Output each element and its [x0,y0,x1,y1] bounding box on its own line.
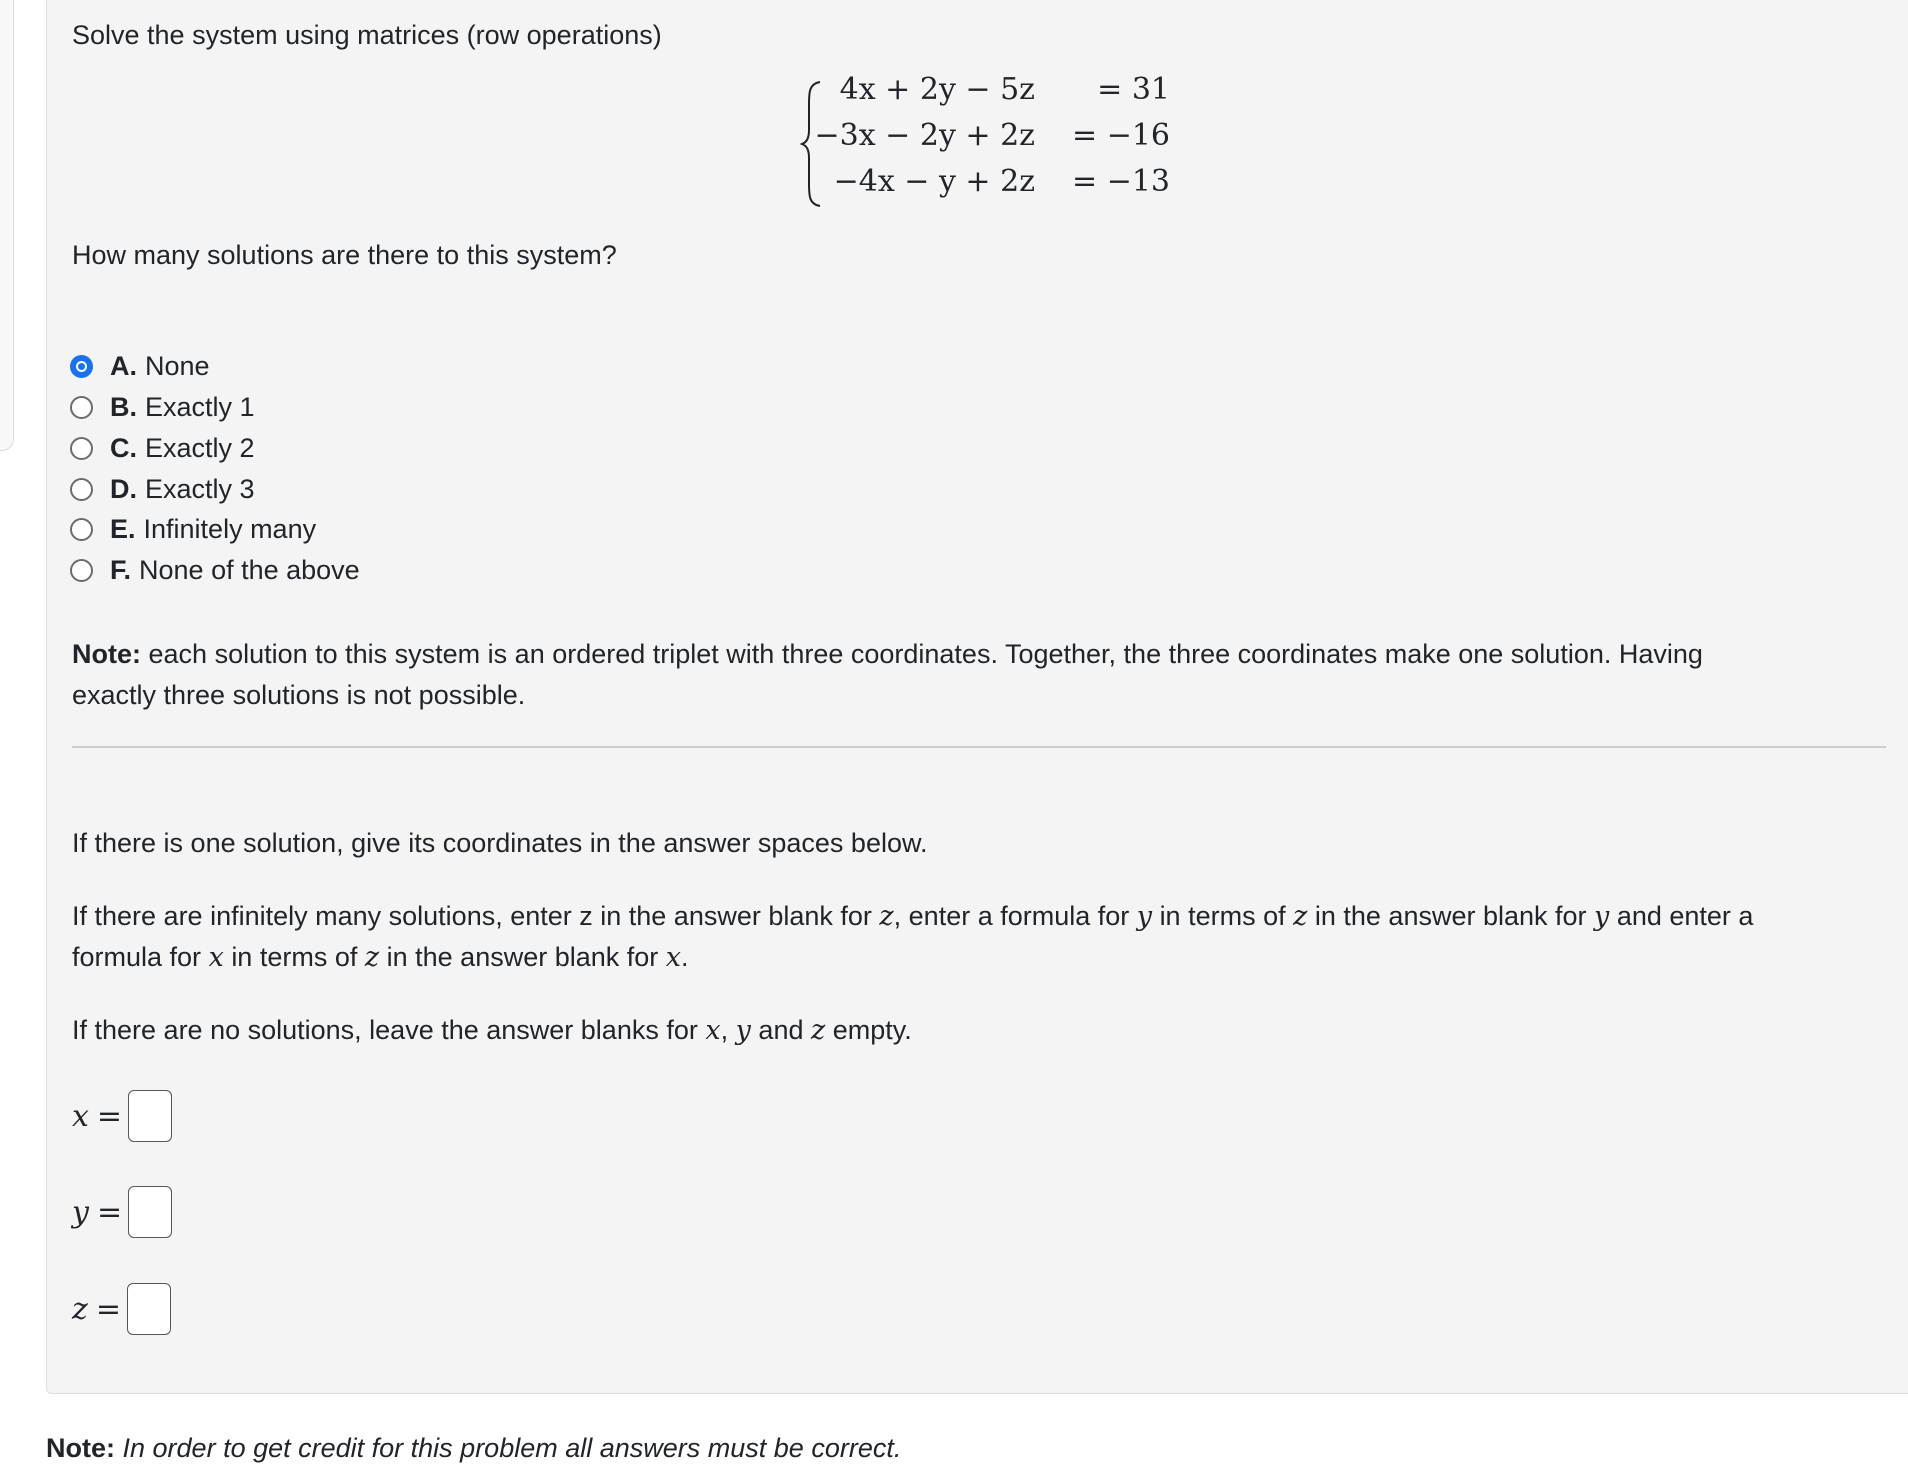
instr-inf-2b: in terms of [231,942,358,972]
problem-prompt: Solve the system using matrices (row operations) [72,20,662,50]
answer-z-label: z [72,1291,88,1327]
choice-f-label: None of the above [139,554,360,585]
note-text-1: each solution to this system is an ordered triplet with three coordinates. Together, the three coordinates make one solution. Having [148,639,1703,669]
note-label: Note: [72,639,141,669]
answer-row-z [72,1283,171,1335]
footer-note [46,1428,901,1469]
instr-inf-1c: in terms of [1159,901,1286,931]
choice-f[interactable] [70,551,360,589]
answer-row-x [72,1090,172,1142]
var-x: x [208,942,224,973]
choice-a[interactable] [70,347,210,385]
left-sidebar-edge [0,0,14,451]
choice-a-letter: A. [110,350,137,381]
var-y: y [1594,901,1610,932]
instr-inf-1a: If there are infinitely many solutions, enter z in the answer blank for [72,901,872,931]
choice-a-label: None [145,350,210,381]
choice-d-label: Exactly 3 [145,473,255,504]
instruction-one-solution: If there is one solution, give its coordinates in the answer spaces below. [72,828,928,858]
instr-inf-1d: in the answer blank for [1314,901,1587,931]
note-line-2: exactly three solutions is not possible. [72,680,526,710]
radio-d[interactable] [70,478,93,501]
radio-a[interactable] [70,355,93,378]
instruction-infinite-line-2 [72,937,689,978]
var-y: y [735,1015,751,1046]
radio-e[interactable] [70,518,93,541]
radio-b[interactable] [70,396,93,419]
answer-y-input[interactable] [128,1186,172,1238]
instr-none-c: empty. [832,1015,912,1045]
radio-c[interactable] [70,437,93,460]
var-z: z [364,942,380,973]
instr-none-b: and [758,1015,804,1045]
choice-b-label: Exactly 1 [145,391,255,422]
divider [72,746,1886,748]
choice-e-letter: E. [110,513,136,544]
choice-c-label: Exactly 2 [145,432,255,463]
var-z: z [1293,901,1308,932]
choice-c-letter: C. [110,432,137,463]
equation-3-rhs: = −13 [1072,164,1170,199]
instr-inf-2c: in the answer blank for [386,942,659,972]
instr-none-a: If there are no solutions, leave the answer blanks for [72,1015,698,1045]
choice-f-letter: F. [110,554,132,585]
answer-x-input[interactable] [128,1090,172,1142]
equation-1-rhs: = 31 [1097,72,1170,107]
var-x: x [665,942,682,973]
var-x: x [705,1015,721,1046]
instr-inf-1e: and enter a [1616,901,1754,931]
choice-e-label: Infinitely many [143,513,317,544]
footer-note-label: Note: [46,1433,115,1463]
instr-inf-2a: formula for [72,942,202,972]
footer-note-text: In order to get credit for this problem all answers must be correct. [122,1433,902,1463]
answer-row-y [72,1186,172,1238]
var-z: z [811,1015,826,1046]
choice-d-letter: D. [110,473,137,504]
choice-d[interactable] [70,470,255,508]
question-text: How many solutions are there to this system? [72,240,617,270]
equals-sign: = [96,1098,123,1134]
equation-2-rhs: = −16 [1072,118,1170,153]
equation-2-lhs: −3x − 2y + 2z [814,118,1035,153]
choice-e[interactable] [70,510,316,548]
instr-inf-1b: , enter a formula for [893,901,1130,931]
answer-z-input[interactable] [127,1283,171,1335]
choice-b[interactable] [70,388,255,426]
answer-y-label: y [72,1194,89,1230]
equation-system [800,72,1170,212]
equation-3-lhs: −4x − y + 2z [833,164,1035,199]
radio-f[interactable] [70,559,93,582]
equals-sign: = [95,1291,121,1327]
equation-1-lhs: 4x + 2y − 5z [839,72,1035,107]
var-z: z [879,901,894,932]
choice-b-letter: B. [110,391,137,422]
note-line-1 [72,634,1703,675]
equals-sign: = [96,1194,123,1230]
period: . [681,942,689,972]
choice-c[interactable] [70,429,255,467]
var-y: y [1136,901,1153,932]
instruction-no-solution [72,1010,912,1051]
instruction-infinite-line-1 [72,896,1753,937]
answer-x-label: x [72,1098,89,1134]
comma: , [720,1015,729,1045]
